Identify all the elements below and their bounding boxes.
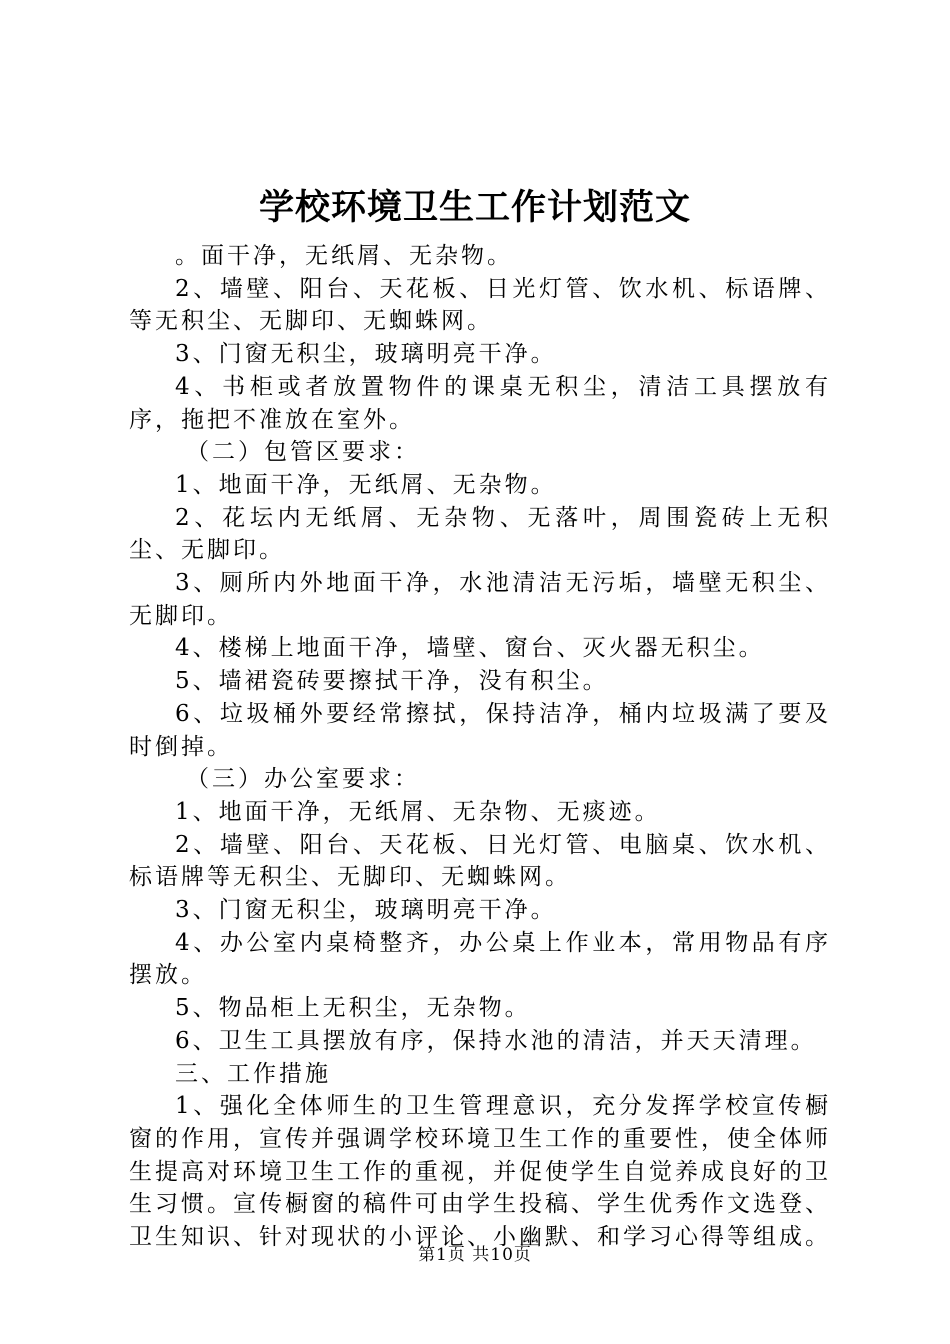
paragraph: 4、楼梯上地面干净，墙壁、窗台、灭火器无积尘。 <box>175 635 765 662</box>
paragraph: 1、强化全体师生的卫生管理意识，充分发挥学校宣传橱窗的作用，宣传并强调学校环境卫生工作的重要性，使全体师生提高对环境卫生工作的重视，并促使学生自觉养成良好的卫生习惯。宣传橱窗的稿件可由学生投稿、学生优秀作文选登、卫生知识、针对现状的小评论、小幽默、和学习心得等组成。 <box>129 1093 831 1251</box>
section-heading: （二）包管区要求： <box>186 439 420 466</box>
paragraph: 3、门窗无积尘，玻璃明亮干净。 <box>175 341 557 368</box>
paragraph: 3、厕所内外地面干净，水池清洁无污垢，墙壁无积尘、无脚印。 <box>129 570 831 629</box>
paragraph: 4、办公室内桌椅整齐，办公桌上作业本，常用物品有序摆放。 <box>129 929 831 989</box>
paragraph: 。面干净，无纸屑、无杂物。 <box>175 243 513 269</box>
paragraph: 1、地面干净，无纸屑、无杂物、无痰迹。 <box>175 798 661 825</box>
paragraph: 2、墙壁、阳台、天花板、日光灯管、饮水机、标语牌、等无积尘、无脚印、无蜘蛛网。 <box>129 275 831 335</box>
paragraph: 5、物品柜上无积尘，无杂物。 <box>175 995 531 1022</box>
paragraph: 5、墙裙瓷砖要擦拭干净，没有积尘。 <box>175 668 609 695</box>
paragraph: 1、地面干净，无纸屑、无杂物。 <box>175 471 557 498</box>
document-body <box>129 240 831 1254</box>
paragraph: 3、门窗无积尘，玻璃明亮干净。 <box>175 897 557 924</box>
document-title: 学校环境卫生工作计划范文 <box>258 187 691 228</box>
paragraph: 2、墙壁、阳台、天花板、日光灯管、电脑桌、饮水机、标语牌等无积尘、无脚印、无蜘蛛网。 <box>129 831 831 891</box>
section-heading: 三、工作措施 <box>175 1060 331 1087</box>
paragraph: 6、卫生工具摆放有序，保持水池的清洁，并天天清理。 <box>175 1027 817 1054</box>
paragraph: 4、书柜或者放置物件的课桌无积尘，清洁工具摆放有序，拖把不准放在室外。 <box>129 373 831 433</box>
page-footer: 第1页 共10页 <box>418 1245 532 1265</box>
paragraph: 6、垃圾桶外要经常擦拭，保持洁净，桶内垃圾满了要及时倒掉。 <box>129 700 831 760</box>
section-heading: （三）办公室要求： <box>186 766 420 793</box>
paragraph: 2、花坛内无纸屑、无杂物、无落叶，周围瓷砖上无积尘、无脚印。 <box>129 504 831 564</box>
